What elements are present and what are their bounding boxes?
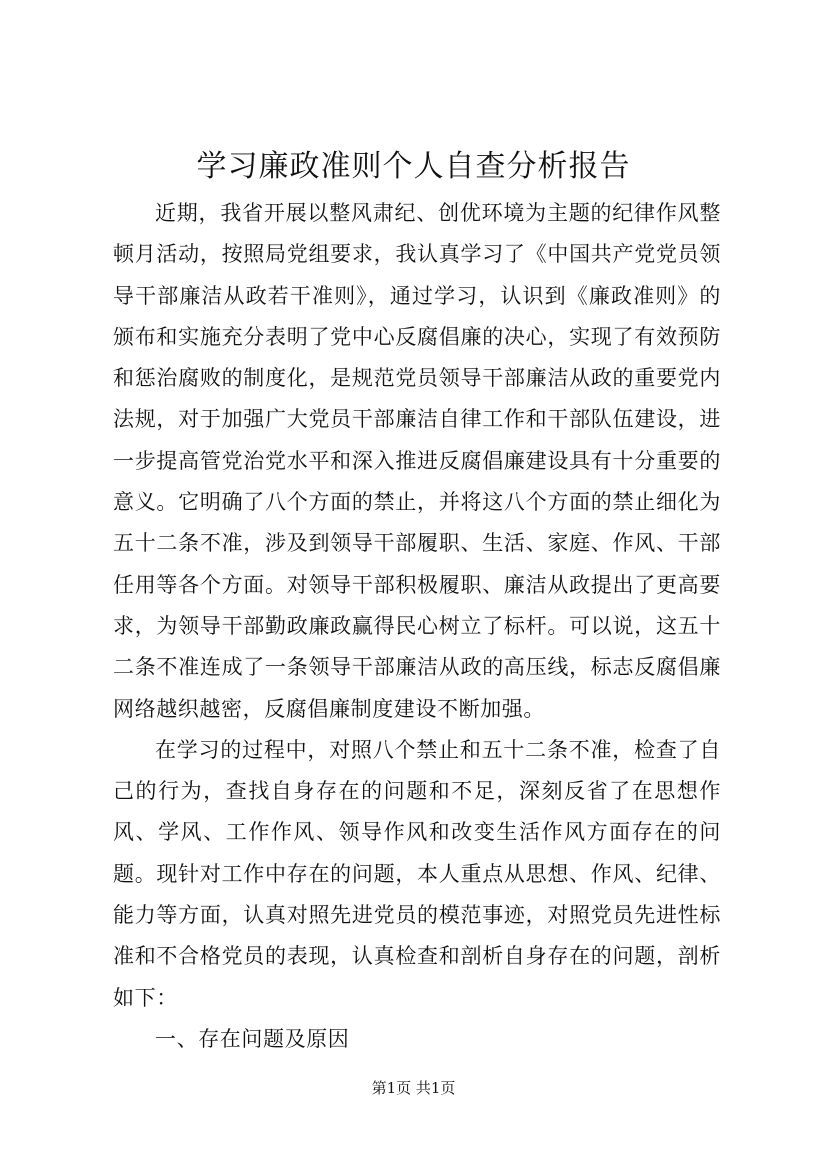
document-title: 学习廉政准则个人自查分析报告 xyxy=(196,149,631,184)
section-heading: 一、存在问题及原因 xyxy=(155,1026,350,1051)
document-body xyxy=(113,193,721,1060)
paragraph-1: 近期，我省开展以整风肃纪、创优环境为主题的纪律作风整顿月活动，按照局党组要求，我认真学习了《中国共产党党员领导干部廉洁从政若干准则》，通过学习，认识到《廉政准则》的颁布和实施充分表明了党中心反腐倡廉的决心，实现了有效预防和惩治腐败的制度化，是规范党员领导干部廉洁从政的重要党内法规，对于加强广大党员干部廉洁自律工作和干部队伍建设，进一步提高管党治党水平和深入推进反腐倡廉建设具有十分重要的意义。它明确了八个方面的禁止，并将这八个方面的禁止细化为五十二条不准，涉及到领导干部履职、生活、家庭、作风、干部任用等各个方面。对领导干部积极履职、廉洁从政提出了更高要求，为领导干部勤政廉政赢得民心树立了标杆。可以说，这五十二条不准连成了一条领导干部廉洁从政的高压线，标志反腐倡廉网络越织越密，反腐倡廉制度建设不断加强。 xyxy=(113,201,721,721)
page-footer: 第1页 共1页 xyxy=(371,1079,456,1097)
paragraph-2: 在学习的过程中，对照八个禁止和五十二条不准，检查了自己的行为，查找自身存在的问题和不足，深刻反省了在思想作风、学风、工作作风、领导作风和改变生活作风方面存在的问题。现针对工作中存在的问题，本人重点从思想、作风、纪律、能力等方面，认真对照先进党员的模范事迹，对照党员先进性标准和不合格党员的表现，认真检查和剖析自身存在的问题，剖析如下： xyxy=(113,737,721,1010)
